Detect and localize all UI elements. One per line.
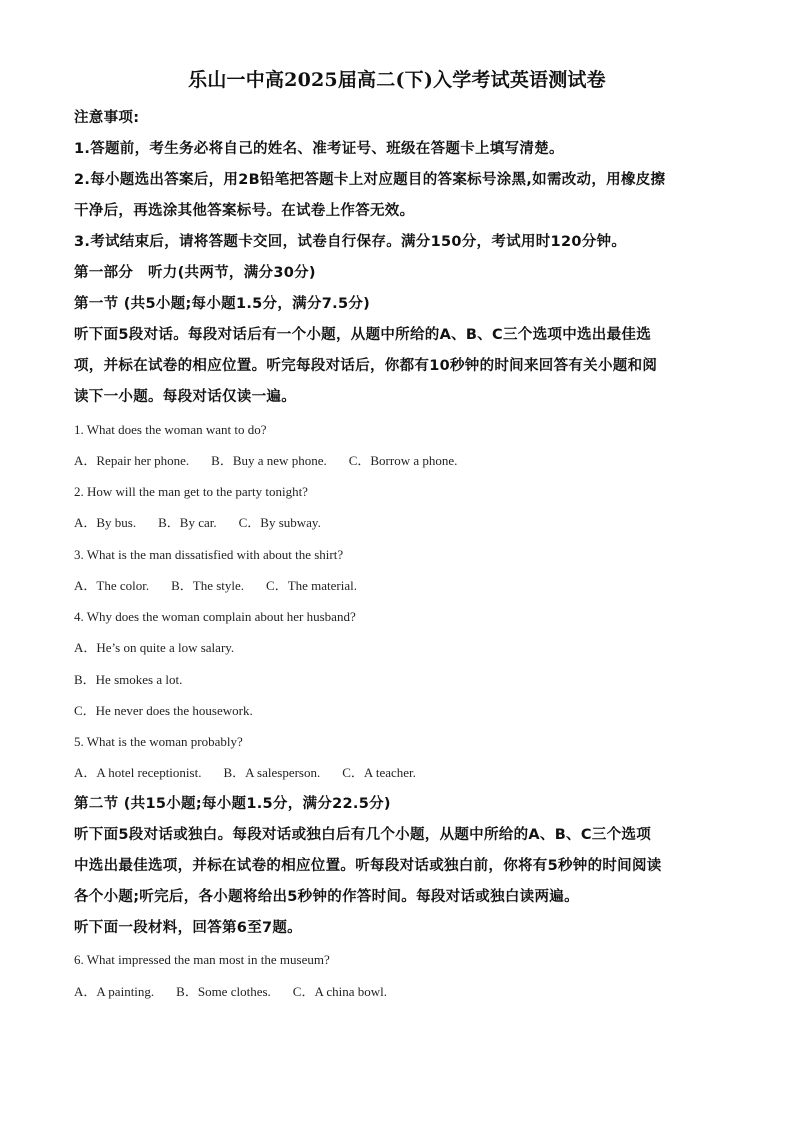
option-a: A．By bus. — [74, 515, 137, 530]
question-1-options — [74, 451, 457, 471]
option-b: B．By car. — [158, 515, 217, 530]
option-c: C．Borrow a phone. — [348, 453, 458, 468]
option-c: C．A china bowl. — [292, 984, 388, 999]
option-b: B．Buy a new phone. — [211, 453, 327, 468]
option-b: B．A salesperson. — [223, 765, 321, 780]
section2-heading: 第二节 (共15小题;每小题1.5分，满分22.5分) — [74, 796, 391, 812]
question-3-stem: 3. What is the man dissatisfied with about the shirt? — [74, 547, 344, 562]
question-1-stem: 1. What does the woman want to do? — [74, 422, 267, 437]
question-4-option-b: B．He smokes a lot. — [74, 672, 183, 687]
question-6-options — [74, 982, 387, 1002]
question-4-stem: 4. Why does the woman complain about her husband? — [74, 609, 356, 624]
option-a: A．Repair her phone. — [74, 453, 190, 468]
section1-heading: 第一节 (共5小题;每小题1.5分，满分7.5分) — [74, 296, 371, 312]
question-4-option-c: C．He never does the housework. — [74, 703, 253, 718]
section1-instruction-2: 项，并标在试卷的相应位置。听完每段对话后，你都有10秒钟的时间来回答有关小题和阅 — [74, 358, 658, 374]
question-2-options — [74, 513, 321, 533]
section1-instruction-3: 读下一小题。每段对话仅读一遍。 — [74, 389, 296, 405]
section2-material-note: 听下面一段材料，回答第6至7题。 — [74, 920, 302, 936]
note-2-line-2: 干净后，再选涂其他答案标号。在试卷上作答无效。 — [74, 203, 415, 219]
section2-instruction-3: 各个小题;听完后，各小题将给出5秒钟的作答时间。每段对话或独白读两遍。 — [74, 889, 579, 905]
option-b: B．Some clothes. — [176, 984, 271, 999]
section2-instruction-1: 听下面5段对话或独白。每段对话或独白后有几个小题，从题中所给的A、B、C三个选项 — [74, 827, 652, 843]
notes-heading: 注意事项: — [74, 110, 140, 126]
question-2-stem: 2. How will the man get to the party tonight? — [74, 484, 308, 499]
note-1: 1.答题前，考生务必将自己的姓名、准考证号、班级在答题卡上填写清楚。 — [74, 141, 564, 157]
section2-instruction-2: 中选出最佳选项，并标在试卷的相应位置。听每段对话或独白前，你将有5秒钟的时间阅读 — [74, 858, 662, 874]
question-3-options — [74, 576, 357, 596]
option-a: A．A hotel receptionist. — [74, 765, 202, 780]
question-5-stem: 5. What is the woman probably? — [74, 734, 243, 749]
option-b: B．The style. — [171, 578, 245, 593]
part1-heading: 第一部分 听力(共两节，满分30分) — [74, 265, 316, 281]
question-4-option-a: A．He’s on quite a low salary. — [74, 640, 235, 655]
option-a: A．A painting. — [74, 984, 155, 999]
option-a: A．The color. — [74, 578, 150, 593]
question-6-stem: 6. What impressed the man most in the museum? — [74, 952, 330, 967]
question-5-options — [74, 763, 416, 783]
option-c: C．By subway. — [238, 515, 321, 530]
note-3: 3.考试结束后，请将答题卡交回，试卷自行保存。满分150分，考试用时120分钟。 — [74, 234, 627, 250]
option-c: C．The material. — [266, 578, 357, 593]
section1-instruction-1: 听下面5段对话。每段对话后有一个小题，从题中所给的A、B、C三个选项中选出最佳选 — [74, 327, 652, 343]
note-2-line-1: 2.每小题选出答案后，用2B铅笔把答题卡上对应题目的答案标号涂黑,如需改动，用橡皮擦 — [74, 172, 666, 188]
option-c: C．A teacher. — [342, 765, 416, 780]
exam-title: 乐山一中高2025届高二(下)入学考试英语测试卷 — [188, 69, 606, 91]
